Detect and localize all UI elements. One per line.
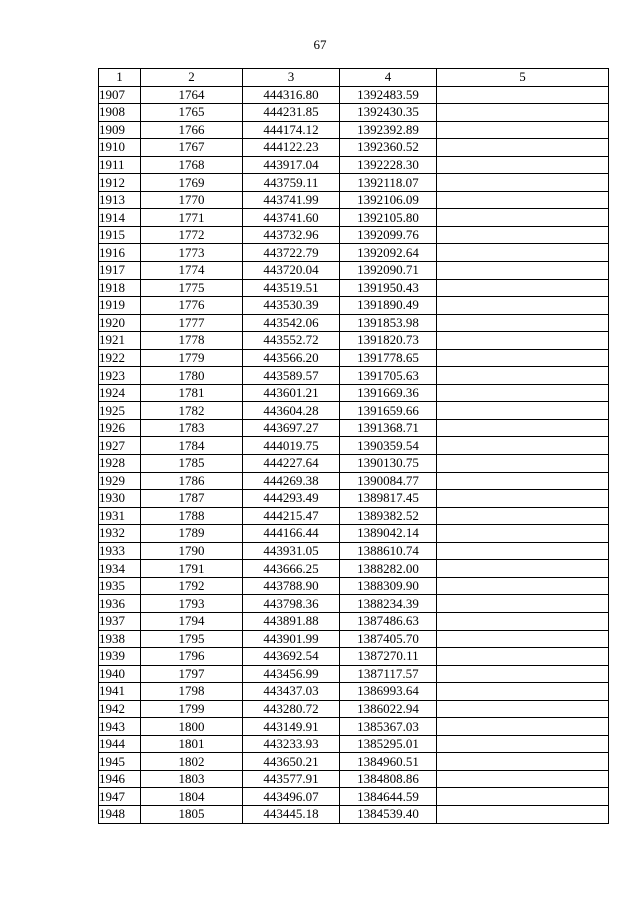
table-row <box>99 104 609 122</box>
reference-number-cell: 1775 <box>141 279 243 297</box>
coordinate-y-cell: 1388282.00 <box>340 560 437 578</box>
point-number-cell: 1939 <box>99 648 141 666</box>
coordinate-y-cell: 1392430.35 <box>340 104 437 122</box>
coordinate-x-cell: 444215.47 <box>243 507 340 525</box>
point-number-cell: 1924 <box>99 384 141 402</box>
reference-number-cell: 1804 <box>141 788 243 806</box>
note-cell <box>437 437 609 455</box>
point-number-cell: 1944 <box>99 735 141 753</box>
coordinate-x-cell: 443566.20 <box>243 349 340 367</box>
reference-number-cell: 1765 <box>141 104 243 122</box>
table-row <box>99 595 609 613</box>
point-number-cell: 1914 <box>99 209 141 227</box>
coordinate-y-cell: 1384539.40 <box>340 805 437 823</box>
table-row <box>99 648 609 666</box>
reference-number-cell: 1767 <box>141 139 243 157</box>
note-cell <box>437 718 609 736</box>
table-row <box>99 384 609 402</box>
note-cell <box>437 788 609 806</box>
coordinate-x-cell: 443437.03 <box>243 683 340 701</box>
note-cell <box>437 314 609 332</box>
point-number-cell: 1926 <box>99 419 141 437</box>
table-row <box>99 402 609 420</box>
note-cell <box>437 86 609 104</box>
table-row <box>99 332 609 350</box>
table-row <box>99 612 609 630</box>
coordinate-y-cell: 1391669.36 <box>340 384 437 402</box>
table-row <box>99 665 609 683</box>
column-header-2: 2 <box>141 69 243 87</box>
table-row <box>99 490 609 508</box>
coordinate-y-cell: 1391950.43 <box>340 279 437 297</box>
point-number-cell: 1945 <box>99 753 141 771</box>
coordinate-x-cell: 443741.99 <box>243 191 340 209</box>
reference-number-cell: 1798 <box>141 683 243 701</box>
table-row <box>99 437 609 455</box>
note-cell <box>437 279 609 297</box>
coordinate-x-cell: 443604.28 <box>243 402 340 420</box>
table-row <box>99 156 609 174</box>
table-row <box>99 683 609 701</box>
table-row <box>99 244 609 262</box>
reference-number-cell: 1793 <box>141 595 243 613</box>
table-row <box>99 279 609 297</box>
coordinate-x-cell: 443445.18 <box>243 805 340 823</box>
table-row <box>99 735 609 753</box>
note-cell <box>437 262 609 280</box>
reference-number-cell: 1803 <box>141 770 243 788</box>
coordinate-y-cell: 1388234.39 <box>340 595 437 613</box>
point-number-cell: 1942 <box>99 700 141 718</box>
note-cell <box>437 209 609 227</box>
point-number-cell: 1933 <box>99 542 141 560</box>
coordinate-x-cell: 443577.91 <box>243 770 340 788</box>
table-row <box>99 753 609 771</box>
note-cell <box>437 174 609 192</box>
coordinate-x-cell: 444293.49 <box>243 490 340 508</box>
coordinate-y-cell: 1391853.98 <box>340 314 437 332</box>
coordinate-y-cell: 1392360.52 <box>340 139 437 157</box>
note-cell <box>437 297 609 315</box>
coordinate-x-cell: 443456.99 <box>243 665 340 683</box>
note-cell <box>437 244 609 262</box>
point-number-cell: 1925 <box>99 402 141 420</box>
point-number-cell: 1927 <box>99 437 141 455</box>
column-header-1: 1 <box>99 69 141 87</box>
note-cell <box>437 384 609 402</box>
coordinate-y-cell: 1386022.94 <box>340 700 437 718</box>
note-cell <box>437 542 609 560</box>
note-cell <box>437 648 609 666</box>
coordinate-x-cell: 443788.90 <box>243 577 340 595</box>
point-number-cell: 1941 <box>99 683 141 701</box>
reference-number-cell: 1801 <box>141 735 243 753</box>
note-cell <box>437 700 609 718</box>
coordinate-y-cell: 1392483.59 <box>340 86 437 104</box>
coordinate-y-cell: 1392106.09 <box>340 191 437 209</box>
coordinate-y-cell: 1392392.89 <box>340 121 437 139</box>
point-number-cell: 1947 <box>99 788 141 806</box>
coordinate-x-cell: 443798.36 <box>243 595 340 613</box>
reference-number-cell: 1784 <box>141 437 243 455</box>
point-number-cell: 1931 <box>99 507 141 525</box>
point-number-cell: 1909 <box>99 121 141 139</box>
point-number-cell: 1911 <box>99 156 141 174</box>
coordinate-x-cell: 443650.21 <box>243 753 340 771</box>
coordinate-x-cell: 443530.39 <box>243 297 340 315</box>
point-number-cell: 1928 <box>99 455 141 473</box>
coordinate-x-cell: 443552.72 <box>243 332 340 350</box>
table-row <box>99 367 609 385</box>
coordinate-y-cell: 1390084.77 <box>340 472 437 490</box>
coordinate-y-cell: 1389382.52 <box>340 507 437 525</box>
coordinate-y-cell: 1391705.63 <box>340 367 437 385</box>
coordinate-x-cell: 443149.91 <box>243 718 340 736</box>
note-cell <box>437 139 609 157</box>
coordinate-y-cell: 1391368.71 <box>340 419 437 437</box>
point-number-cell: 1920 <box>99 314 141 332</box>
coordinate-y-cell: 1385295.01 <box>340 735 437 753</box>
coordinate-y-cell: 1388610.74 <box>340 542 437 560</box>
table-row <box>99 419 609 437</box>
note-cell <box>437 525 609 543</box>
coordinate-x-cell: 443280.72 <box>243 700 340 718</box>
coordinate-y-cell: 1390130.75 <box>340 455 437 473</box>
coordinate-y-cell: 1390359.54 <box>340 437 437 455</box>
table-row <box>99 314 609 332</box>
reference-number-cell: 1768 <box>141 156 243 174</box>
coordinate-y-cell: 1392099.76 <box>340 226 437 244</box>
reference-number-cell: 1780 <box>141 367 243 385</box>
coordinate-x-cell: 443741.60 <box>243 209 340 227</box>
coordinate-x-cell: 443732.96 <box>243 226 340 244</box>
reference-number-cell: 1787 <box>141 490 243 508</box>
table-row <box>99 770 609 788</box>
point-number-cell: 1919 <box>99 297 141 315</box>
table-row <box>99 700 609 718</box>
note-cell <box>437 683 609 701</box>
reference-number-cell: 1779 <box>141 349 243 367</box>
coordinate-x-cell: 444316.80 <box>243 86 340 104</box>
coordinate-x-cell: 443891.88 <box>243 612 340 630</box>
column-header-5: 5 <box>437 69 609 87</box>
note-cell <box>437 472 609 490</box>
reference-number-cell: 1790 <box>141 542 243 560</box>
note-cell <box>437 455 609 473</box>
coordinate-x-cell: 444174.12 <box>243 121 340 139</box>
point-number-cell: 1913 <box>99 191 141 209</box>
coordinate-x-cell: 443917.04 <box>243 156 340 174</box>
point-number-cell: 1934 <box>99 560 141 578</box>
reference-number-cell: 1781 <box>141 384 243 402</box>
column-header-4: 4 <box>340 69 437 87</box>
note-cell <box>437 121 609 139</box>
coordinate-y-cell: 1391659.66 <box>340 402 437 420</box>
coordinate-y-cell: 1385367.03 <box>340 718 437 736</box>
coordinate-y-cell: 1387486.63 <box>340 612 437 630</box>
table-row <box>99 507 609 525</box>
coordinate-y-cell: 1392105.80 <box>340 209 437 227</box>
table-row <box>99 174 609 192</box>
reference-number-cell: 1774 <box>141 262 243 280</box>
coordinate-x-cell: 443901.99 <box>243 630 340 648</box>
note-cell <box>437 402 609 420</box>
coordinate-x-cell: 443931.05 <box>243 542 340 560</box>
table-row <box>99 209 609 227</box>
reference-number-cell: 1797 <box>141 665 243 683</box>
table-row <box>99 472 609 490</box>
coordinate-x-cell: 443720.04 <box>243 262 340 280</box>
point-number-cell: 1917 <box>99 262 141 280</box>
point-number-cell: 1929 <box>99 472 141 490</box>
point-number-cell: 1940 <box>99 665 141 683</box>
table-row <box>99 630 609 648</box>
note-cell <box>437 770 609 788</box>
coordinate-y-cell: 1389042.14 <box>340 525 437 543</box>
table-row <box>99 542 609 560</box>
point-number-cell: 1948 <box>99 805 141 823</box>
reference-number-cell: 1782 <box>141 402 243 420</box>
reference-number-cell: 1770 <box>141 191 243 209</box>
coordinate-y-cell: 1391890.49 <box>340 297 437 315</box>
reference-number-cell: 1796 <box>141 648 243 666</box>
reference-number-cell: 1794 <box>141 612 243 630</box>
point-number-cell: 1912 <box>99 174 141 192</box>
reference-number-cell: 1772 <box>141 226 243 244</box>
note-cell <box>437 735 609 753</box>
reference-number-cell: 1778 <box>141 332 243 350</box>
note-cell <box>437 419 609 437</box>
table-row <box>99 788 609 806</box>
point-number-cell: 1910 <box>99 139 141 157</box>
table-row <box>99 86 609 104</box>
table-row <box>99 718 609 736</box>
note-cell <box>437 507 609 525</box>
reference-number-cell: 1800 <box>141 718 243 736</box>
coordinate-x-cell: 443722.79 <box>243 244 340 262</box>
coordinate-x-cell: 444269.38 <box>243 472 340 490</box>
table-row <box>99 297 609 315</box>
point-number-cell: 1943 <box>99 718 141 736</box>
point-number-cell: 1908 <box>99 104 141 122</box>
reference-number-cell: 1773 <box>141 244 243 262</box>
coordinate-x-cell: 444231.85 <box>243 104 340 122</box>
point-number-cell: 1936 <box>99 595 141 613</box>
reference-number-cell: 1766 <box>141 121 243 139</box>
point-number-cell: 1938 <box>99 630 141 648</box>
coordinate-y-cell: 1392118.07 <box>340 174 437 192</box>
coordinate-x-cell: 444227.64 <box>243 455 340 473</box>
coordinate-x-cell: 443233.93 <box>243 735 340 753</box>
note-cell <box>437 577 609 595</box>
coordinate-y-cell: 1387270.11 <box>340 648 437 666</box>
reference-number-cell: 1788 <box>141 507 243 525</box>
point-number-cell: 1922 <box>99 349 141 367</box>
point-number-cell: 1935 <box>99 577 141 595</box>
note-cell <box>437 104 609 122</box>
table-row <box>99 455 609 473</box>
coordinate-y-cell: 1388309.90 <box>340 577 437 595</box>
coordinate-y-cell: 1391778.65 <box>340 349 437 367</box>
coordinate-x-cell: 443519.51 <box>243 279 340 297</box>
table-row <box>99 191 609 209</box>
coordinate-y-cell: 1392092.64 <box>340 244 437 262</box>
point-number-cell: 1937 <box>99 612 141 630</box>
coordinate-x-cell: 444166.44 <box>243 525 340 543</box>
table-body <box>99 86 609 823</box>
coordinate-x-cell: 443601.21 <box>243 384 340 402</box>
coordinate-y-cell: 1384960.51 <box>340 753 437 771</box>
reference-number-cell: 1805 <box>141 805 243 823</box>
note-cell <box>437 560 609 578</box>
reference-number-cell: 1771 <box>141 209 243 227</box>
note-cell <box>437 805 609 823</box>
table-row <box>99 139 609 157</box>
reference-number-cell: 1783 <box>141 419 243 437</box>
point-number-cell: 1918 <box>99 279 141 297</box>
reference-number-cell: 1786 <box>141 472 243 490</box>
point-number-cell: 1921 <box>99 332 141 350</box>
coordinate-y-cell: 1392228.30 <box>340 156 437 174</box>
table-row <box>99 349 609 367</box>
coordinate-y-cell: 1389817.45 <box>340 490 437 508</box>
coordinate-x-cell: 443692.54 <box>243 648 340 666</box>
note-cell <box>437 367 609 385</box>
note-cell <box>437 349 609 367</box>
coordinate-y-cell: 1392090.71 <box>340 262 437 280</box>
coordinate-x-cell: 443589.57 <box>243 367 340 385</box>
note-cell <box>437 191 609 209</box>
reference-number-cell: 1802 <box>141 753 243 771</box>
table-row <box>99 805 609 823</box>
table-row <box>99 226 609 244</box>
note-cell <box>437 630 609 648</box>
reference-number-cell: 1799 <box>141 700 243 718</box>
coordinate-x-cell: 443666.25 <box>243 560 340 578</box>
point-number-cell: 1930 <box>99 490 141 508</box>
table-row <box>99 262 609 280</box>
page-number: 67 <box>313 37 327 52</box>
note-cell <box>437 332 609 350</box>
header-row <box>99 69 609 87</box>
table-row <box>99 560 609 578</box>
coordinates-table <box>98 68 609 824</box>
column-header-3: 3 <box>243 69 340 87</box>
reference-number-cell: 1795 <box>141 630 243 648</box>
coordinate-y-cell: 1391820.73 <box>340 332 437 350</box>
note-cell <box>437 490 609 508</box>
note-cell <box>437 156 609 174</box>
coordinate-y-cell: 1387405.70 <box>340 630 437 648</box>
point-number-cell: 1932 <box>99 525 141 543</box>
point-number-cell: 1907 <box>99 86 141 104</box>
point-number-cell: 1915 <box>99 226 141 244</box>
point-number-cell: 1923 <box>99 367 141 385</box>
coordinate-x-cell: 443496.07 <box>243 788 340 806</box>
point-number-cell: 1946 <box>99 770 141 788</box>
coordinate-y-cell: 1384808.86 <box>340 770 437 788</box>
reference-number-cell: 1785 <box>141 455 243 473</box>
table-row <box>99 121 609 139</box>
coordinate-y-cell: 1386993.64 <box>340 683 437 701</box>
reference-number-cell: 1777 <box>141 314 243 332</box>
table-row <box>99 525 609 543</box>
table-header <box>99 69 609 87</box>
point-number-cell: 1916 <box>99 244 141 262</box>
reference-number-cell: 1776 <box>141 297 243 315</box>
coordinate-x-cell: 443697.27 <box>243 419 340 437</box>
coordinate-y-cell: 1387117.57 <box>340 665 437 683</box>
note-cell <box>437 753 609 771</box>
reference-number-cell: 1791 <box>141 560 243 578</box>
coordinate-x-cell: 444122.23 <box>243 139 340 157</box>
reference-number-cell: 1792 <box>141 577 243 595</box>
table-row <box>99 577 609 595</box>
note-cell <box>437 595 609 613</box>
reference-number-cell: 1764 <box>141 86 243 104</box>
coordinate-y-cell: 1384644.59 <box>340 788 437 806</box>
reference-number-cell: 1769 <box>141 174 243 192</box>
coordinate-x-cell: 444019.75 <box>243 437 340 455</box>
reference-number-cell: 1789 <box>141 525 243 543</box>
coordinate-x-cell: 443542.06 <box>243 314 340 332</box>
note-cell <box>437 226 609 244</box>
coordinate-x-cell: 443759.11 <box>243 174 340 192</box>
note-cell <box>437 612 609 630</box>
note-cell <box>437 665 609 683</box>
